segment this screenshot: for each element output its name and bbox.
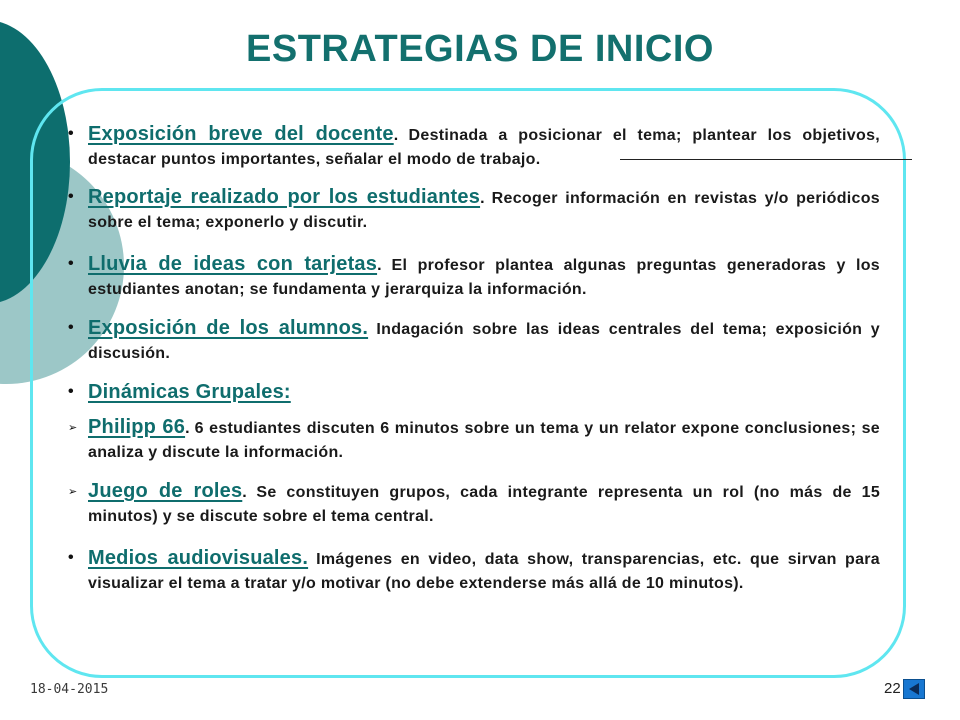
- item-term: Dinámicas Grupales:: [88, 381, 291, 403]
- item-separator: .: [377, 257, 392, 274]
- back-navigation-button[interactable]: [903, 679, 925, 699]
- item-term: Exposición de los alumnos.: [88, 317, 369, 339]
- bullet: •: [68, 549, 74, 566]
- item-description: Imágenes en video, data show, transparencias, etc. que sirvan para visualizar el tema a tratar y/o motivar (no debe extenderse más allá de 10 minutos).: [88, 551, 880, 592]
- item-term: Medios audiovisuales.: [88, 547, 309, 569]
- bullet: •: [68, 125, 74, 142]
- bullet: •: [68, 188, 74, 205]
- item-description: 6 estudiantes discuten 6 minutos sobre un tema y un relator expone conclusiones; se analiza y discute la información.: [88, 420, 880, 461]
- list-item-juego-roles: [68, 479, 880, 529]
- list-item-lluvia-ideas: [68, 252, 880, 302]
- list-item-exposicion-alumnos: [68, 316, 880, 366]
- slide-date: 18-04-2015: [30, 682, 109, 697]
- item-separator: .: [480, 190, 492, 207]
- list-item-exposicion-docente: [68, 122, 880, 172]
- list-item-reportaje: [68, 185, 880, 235]
- item-term: Exposición breve del docente: [88, 123, 394, 145]
- item-separator: .: [185, 420, 195, 437]
- arrow-bullet-icon: ➢: [68, 486, 78, 498]
- item-description: El profesor plantea algunas preguntas generadoras y los estudiantes anotan; se fundamenta y jerarquiza la información.: [88, 257, 881, 298]
- bullet: •: [68, 255, 74, 272]
- list-item-dinamicas-grupales: [68, 380, 880, 406]
- item-separator: .: [242, 484, 257, 501]
- list-item-medios-audiovisuales: [68, 546, 880, 596]
- item-separator: [308, 551, 316, 568]
- item-description: Indagación sobre las ideas centrales del tema; exposición y discusión.: [88, 321, 881, 362]
- item-term: Reportaje realizado por los estudiantes: [88, 186, 481, 208]
- item-separator: .: [393, 127, 409, 144]
- strategy-list: [68, 122, 880, 596]
- item-term: Juego de roles: [88, 480, 243, 502]
- page-number: 22: [884, 680, 901, 697]
- back-arrow-icon: [904, 680, 924, 698]
- bullet: •: [68, 319, 74, 336]
- arrow-bullet-icon: ➢: [68, 422, 78, 434]
- item-term: Philipp 66: [88, 416, 186, 438]
- list-item-philipp-66: [68, 415, 880, 465]
- bullet: •: [68, 383, 74, 400]
- slide-title: ESTRATEGIAS DE INICIO: [246, 28, 714, 70]
- item-description: Destinada a posicionar el tema; plantear los objetivos, destacar puntos importantes, señalar el modo de trabajo.: [88, 127, 881, 168]
- item-description: Se constituyen grupos, cada integrante representa un rol (no más de 15 minutos) y se discute sobre el tema central.: [88, 484, 881, 525]
- item-term: Lluvia de ideas con tarjetas: [88, 253, 378, 275]
- item-description: Recoger información en revistas y/o periódicos sobre el tema; exponerlo y discutir.: [88, 190, 881, 231]
